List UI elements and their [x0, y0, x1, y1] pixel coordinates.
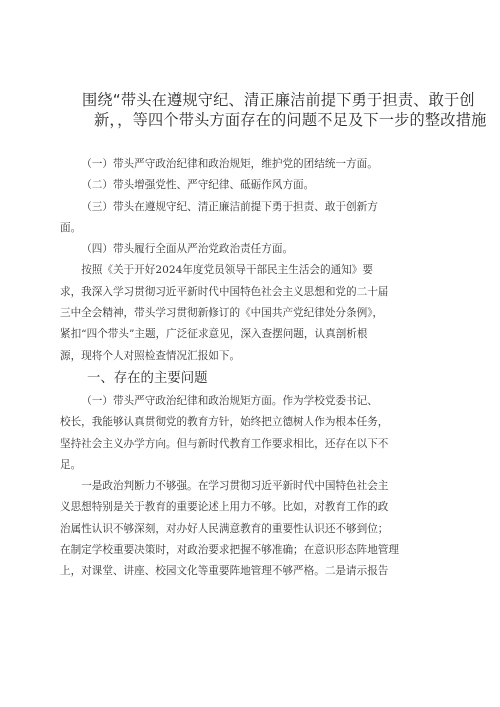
topic-item-4: （四）带头履行全面从严治党政治责任方面。: [81, 243, 294, 256]
intro-line-5: 源，现将个人对照检查情况汇报如下。: [60, 349, 241, 362]
intro-line-3: 三中全会精神，带头学习贯彻新修订的《中国共产党纪律处分条例》，: [60, 307, 384, 320]
intro-line-1: 按照《关于开好2024年度党员领导干部民主生活会的通知》要: [81, 264, 373, 277]
section1-p2-line-1: 一是政治判断力不够强。在学习贯彻习近平新时代中国特色社会主: [81, 480, 389, 493]
intro-line-2: 求，我深入学习贯彻习近平新时代中国特色社会主义思想和党的二十届: [60, 285, 389, 298]
title-line-2: 新，，等四个带头方面存在的问题不足及下一步的整改措施: [94, 111, 487, 129]
topic-item-3-line-1: （三）带头在遵规守纪、清正廉洁前提下勇于担责、敢于创新方: [81, 200, 378, 213]
section1-p2-line-5: 上，对课堂、讲座、校园文化等重要阵地管理不够严格。二是请示报告: [60, 565, 389, 578]
document-title: [82, 90, 487, 130]
topic-item-3-line-2: 面。: [60, 221, 82, 234]
section1-p1-line-4: 足。: [60, 458, 82, 471]
document-body: [60, 154, 462, 583]
section1-p2-line-2: 义思想特别是关于教育的重要论述上用力不够。比如，对教育工作的政: [60, 501, 389, 514]
section1-p1-line-3: 坚持社会主义办学方向。但与新时代教育工作要求相比，还存在以下不: [60, 437, 389, 450]
section1-p1-line-1: （一）带头严守政治纪律和政治规矩方面。作为学校党委书记、: [81, 394, 378, 407]
section1-p1-line-2: 校长，我能够认真贯彻党的教育方针，始终把立德树人作为根本任务，: [60, 416, 389, 429]
section1-p2-line-3: 治属性认识不够深刻，对办好人民满意教育的重要性认识还不够到位；: [60, 522, 389, 535]
section-heading: 一、存在的主要问题: [87, 370, 208, 386]
topic-item-1: （一）带头严守政治纪律和政治规矩，维护党的团结统一方面。: [81, 158, 378, 170]
intro-line-4: 紧扣“四个带头”主题，广泛征求意见，深入查摆问题，认真剖析根: [60, 328, 368, 341]
title-line-1: 围绕“带头在遵规守纪、清正廉洁前提下勇于担责、敢于创: [82, 91, 475, 109]
section1-p2-line-4: 在制定学校重要决策时，对政治要求把握不够准确；在意识形态阵地管理: [60, 544, 399, 557]
topic-item-2: （二）带头增强党性、严守纪律、砥砺作风方面。: [81, 179, 315, 192]
